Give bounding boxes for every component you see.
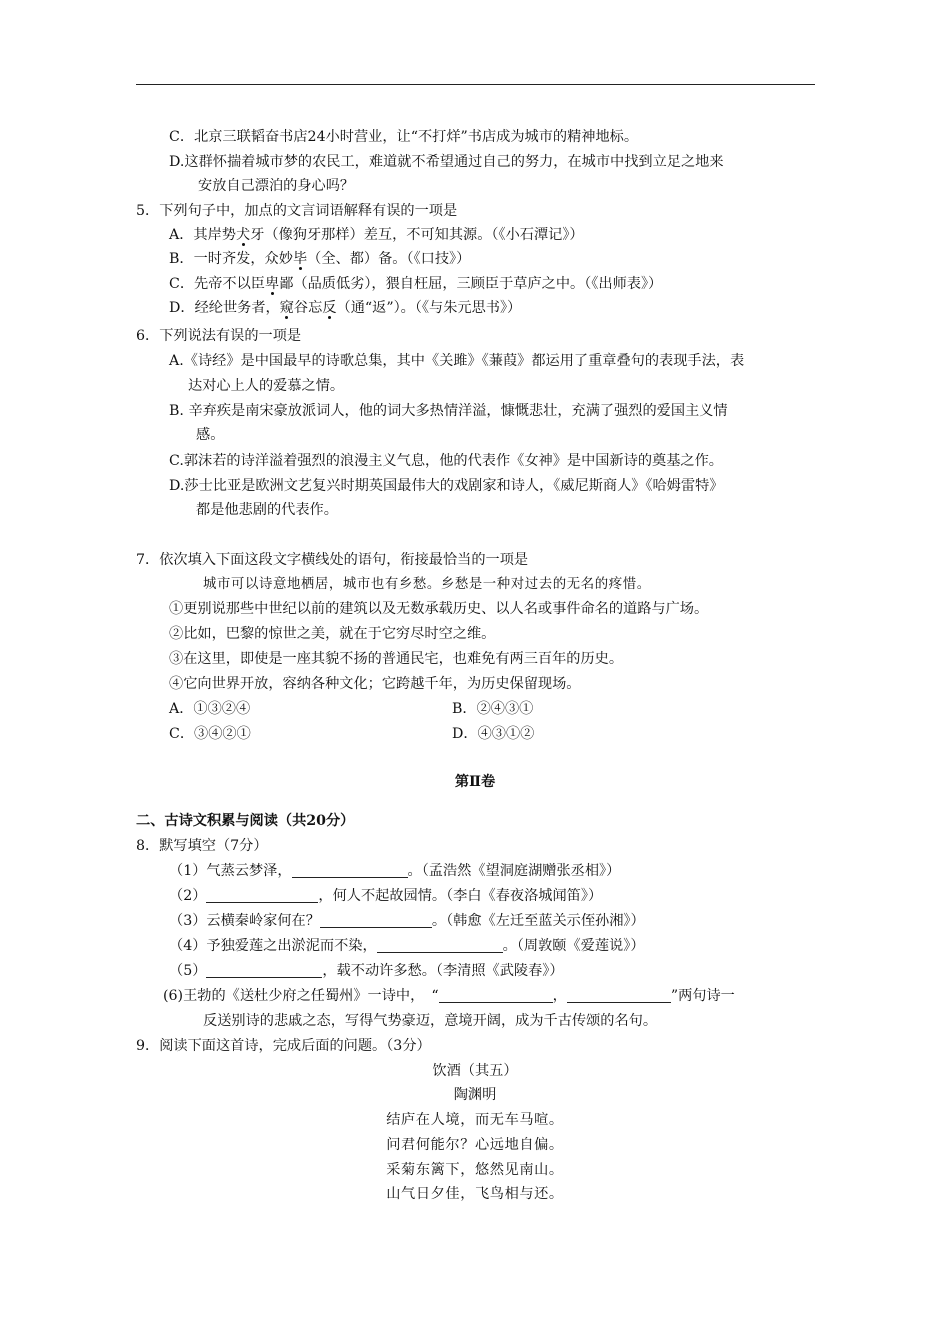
poem-line-3: 采菊东篱下，悠然见南山。: [386, 1162, 564, 1178]
part2-section-heading: 二、古诗文积累与阅读（共20分）: [136, 813, 355, 829]
q8-item-4: [169, 936, 645, 956]
q5-b-text-rest: （全、都）备。（《口技》）: [307, 251, 471, 267]
q6-option-d-line2: 都是他悲剧的代表作。: [196, 502, 338, 518]
q8-item-5-prompt: （5）: [169, 963, 207, 979]
q5-option-d: [169, 298, 521, 318]
q7-passage: 城市可以诗意地栖居，城市也有乡愁。乡愁是一种对过去的无名的疼惜。: [203, 577, 651, 592]
q6-option-c: C.郭沫若的诗洋溢着强烈的浪漫主义气息，他的代表作《女神》是中国新诗的奠基之作。: [169, 453, 723, 469]
q8-item-2: [169, 886, 602, 906]
q8-stem: 8．默写填空（7分）: [136, 838, 268, 854]
q7-option-c: C．③④②①: [169, 726, 251, 742]
q5-a-text: A．其岸势: [169, 227, 236, 243]
q8-item-4-prompt: （4）予独爱莲之出淤泥而不染，: [169, 938, 377, 954]
q8-item-2-blank[interactable]: [206, 888, 318, 903]
q8-item-6-prompt: (6)王勃的《送杜少府之任蜀州》一诗中， “: [163, 988, 439, 1004]
q6-option-a-line1: A.《诗经》是中国最早的诗歌总集，其中《关雎》《蒹葭》都运用了重章叠句的表现手法，表: [169, 353, 745, 369]
q5-stem: 5．下列句子中，加点的文言词语解释有误的一项是: [136, 203, 458, 219]
q4-option-d-line1: D.这群怀揣着城市梦的农民工，难道就不希望通过自己的努力，在城市中找到立足之地来: [169, 154, 724, 170]
q5-d-dotted-word-1: 窥: [279, 300, 294, 316]
q5-d-text-rest: （通“返”）。（《与朱元思书》）: [336, 300, 522, 316]
q5-a-dotted-word: 犬: [236, 227, 251, 243]
q5-d-text-mid: 谷忘: [293, 300, 323, 316]
q7-sentence-3: ③在这里，即使是一座其貌不扬的普通民宅，也难免有两三百年的历史。: [169, 651, 624, 667]
q7-sentence-2: ②比如，巴黎的惊世之美，就在于它穷尽时空之维。: [169, 626, 496, 642]
q8-item-6-comma: ，: [552, 988, 567, 1004]
q7-options-row-1: [169, 699, 789, 719]
q5-d-dotted-word-2: 反: [322, 300, 337, 316]
q8-item-3: [169, 911, 645, 931]
q8-item-4-blank[interactable]: [377, 938, 503, 953]
q7-sentence-1: ①更别说那些中世纪以前的建筑以及无数承载历史、以人名或事件命名的道路与广场。: [169, 601, 709, 617]
q8-item-3-blank[interactable]: [320, 913, 432, 928]
q7-option-b: B．②④③①: [452, 701, 534, 717]
q8-item-6-blank-2[interactable]: [567, 988, 671, 1003]
q6-option-a-line2: 达对心上人的爱慕之情。: [188, 378, 345, 394]
q8-item-5: [169, 961, 564, 981]
q6-stem: 6．下列说法有误的一项是: [136, 328, 302, 344]
q8-item-6-tail: ”两句诗一: [670, 988, 735, 1004]
q5-c-text: C．先帝不以臣: [169, 276, 265, 292]
q9-stem: 9．阅读下面这首诗，完成后面的问题。（3分）: [136, 1038, 431, 1054]
q5-option-b: [169, 249, 470, 269]
q8-item-1-source: 。（孟浩然《望洞庭湖赠张丞相》）: [407, 863, 621, 879]
q8-item-1-prompt: （1）气蒸云梦泽，: [169, 863, 292, 879]
q8-item-3-source: 。（韩愈《左迁至蓝关示侄孙湘》）: [431, 913, 645, 929]
q8-item-6-line1: [163, 986, 735, 1006]
q8-item-2-source: ，何人不起故园情。（李白《春夜洛城闻笛》）: [318, 888, 603, 904]
part2-title: 第Ⅱ卷: [454, 774, 496, 790]
q7-option-a: A．①③②④: [169, 701, 251, 717]
header-rule: [136, 84, 815, 85]
q4-option-c: C．北京三联韬奋书店24小时营业，让“不打烊”书店成为城市的精神地标。: [169, 129, 639, 145]
q8-item-3-prompt: （3）云横秦岭家何在？: [169, 913, 320, 929]
q8-item-4-source: 。（周敦颐《爱莲说》）: [502, 938, 645, 954]
q5-b-text: B．一时齐发，众妙: [169, 251, 293, 267]
q4-option-d-line2: 安放自己漂泊的身心吗？: [198, 178, 355, 194]
q5-a-text-rest: 牙（像狗牙那样）差互，不可知其源。（《小石潭记》）: [250, 227, 584, 243]
q8-item-5-blank[interactable]: [206, 963, 322, 978]
q8-item-6-line2: 反送别诗的悲戚之态，写得气势豪迈，意境开阔，成为千古传颂的名句。: [203, 1013, 658, 1029]
q7-stem: 7．依次填入下面这段文字横线处的语句，衔接最恰当的一项是: [136, 552, 529, 568]
q8-item-2-prompt: （2）: [169, 888, 207, 904]
poem-title: 饮酒（其五）: [432, 1063, 518, 1079]
poem-line-1: 结庐在人境，而无车马喧。: [386, 1112, 564, 1128]
q8-item-5-source: ，载不动许多愁。（李清照《武陵春》）: [322, 963, 564, 979]
poem-line-2: 问君何能尔？心远地自偏。: [386, 1137, 564, 1153]
poem-author: 陶渊明: [453, 1087, 497, 1103]
q5-d-text: D．经纶世务者，: [169, 300, 280, 316]
q5-c-text-rest: 鄙（品质低劣），猥自枉屈，三顾臣于草庐之中。（《出师表》）: [279, 276, 663, 292]
q6-option-d-line1: D.莎士比亚是欧洲文艺复兴时期英国最伟大的戏剧家和诗人，《威尼斯商人》《哈姆雷特》: [169, 478, 724, 494]
poem-line-4: 山气日夕佳，飞鸟相与还。: [386, 1186, 564, 1202]
q5-c-dotted-word: 卑: [264, 276, 280, 292]
q7-sentence-4: ④它向世界开放，容纳各种文化；它跨越千年，为历史保留现场。: [169, 676, 581, 692]
q8-item-1-blank[interactable]: [292, 863, 408, 878]
q6-option-b-line1: B. 辛弃疾是南宋豪放派词人，他的词大多热情洋溢，慷慨悲壮，充满了强烈的爱国主义情: [169, 403, 728, 419]
q8-item-1: [169, 861, 620, 881]
q7-options-row-2: [169, 724, 789, 744]
q5-option-c: [169, 274, 662, 294]
q6-option-b-line2: 感。: [196, 427, 225, 443]
q8-item-6-blank-1[interactable]: [439, 988, 553, 1003]
q7-option-d: D．④③①②: [452, 726, 535, 742]
q5-b-dotted-word: 毕: [292, 251, 308, 267]
q5-option-a: [169, 225, 584, 245]
